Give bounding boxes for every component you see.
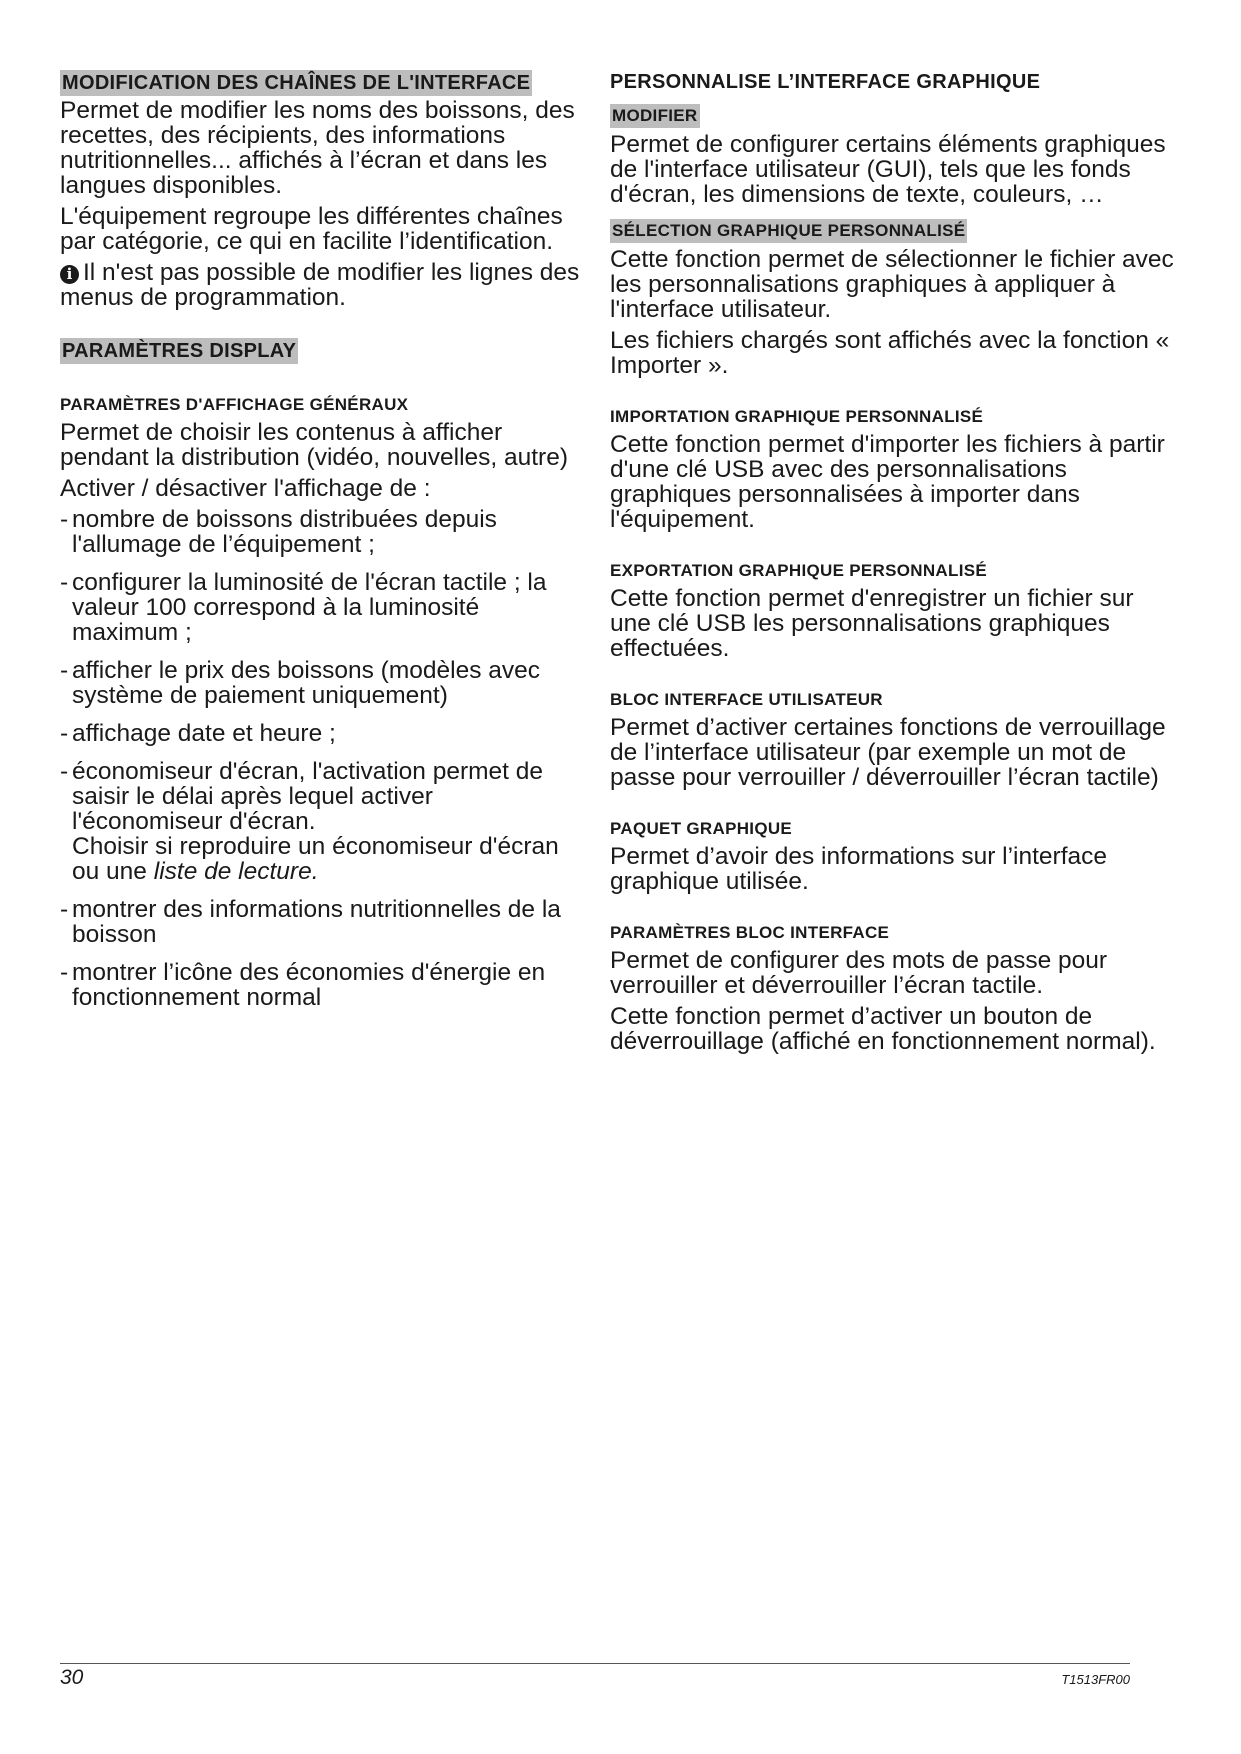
- section-heading-display: PARAMÈTRES DISPLAY: [62, 340, 297, 362]
- paquet-paragraph: Permet d’avoir des informations sur l’interface graphique utilisée.: [610, 843, 1108, 895]
- modification-note: [60, 260, 580, 310]
- subheading-bloc: BLOC INTERFACE UTILISATEUR: [610, 690, 883, 709]
- list-item: - affichage date et heure ;: [60, 721, 580, 746]
- subheading-general-display: PARAMÈTRES D'AFFICHAGE GÉNÉRAUX: [60, 395, 409, 414]
- info-icon: i: [60, 265, 79, 284]
- list-item: - afficher le prix des boissons (modèles avec système de paiement uniquement): [60, 658, 580, 708]
- selection-paragraph-2: Les fichiers chargés sont affichés avec la fonction « Importer ».: [610, 327, 1170, 379]
- modifier-paragraph: Permet de configurer certains éléments graphiques de l'interface utilisateur (GUI), tels que les fonds d'écran, les dimensions de texte, couleurs, …: [610, 131, 1166, 208]
- subheading-params-bloc: PARAMÈTRES BLOC INTERFACE: [610, 923, 890, 942]
- footer-rule: [60, 1663, 1130, 1664]
- screensaver-text: économiseur d'écran, l'activation permet de saisir le délai après lequel activer l'économiseur d'écran.: [72, 758, 544, 835]
- list-item: - configurer la luminosité de l'écran tactile ; la valeur 100 correspond à la luminosité maximum ;: [60, 570, 580, 645]
- right-column: [610, 70, 1180, 1060]
- screensaver-playlist: liste de lecture.: [153, 858, 319, 885]
- list-item: - montrer l’icône des économies d'énergie en fonctionnement normal: [60, 960, 580, 1010]
- display-paragraph-2: Activer / désactiver l'affichage de :: [60, 475, 431, 502]
- params-bloc-paragraph-1: Permet de configurer des mots de passe pour verrouiller et déverrouiller l’écran tactile.: [610, 947, 1108, 999]
- section-heading-modification: MODIFICATION DES CHAÎNES DE L'INTERFACE: [62, 72, 531, 94]
- section-heading-personnalise: PERSONNALISE L’INTERFACE GRAPHIQUE: [610, 71, 1041, 93]
- display-paragraph-1: Permet de choisir les contenus à afficher pendant la distribution (vidéo, nouvelles, autre): [60, 419, 569, 471]
- left-column: [60, 70, 580, 1023]
- subheading-exportation: EXPORTATION GRAPHIQUE PERSONNALISÉ: [610, 561, 987, 580]
- display-bullet-list: [60, 507, 580, 1010]
- subheading-selection: SÉLECTION GRAPHIQUE PERSONNALISÉ: [610, 219, 967, 243]
- selection-paragraph-1: Cette fonction permet de sélectionner le fichier avec les personnalisations graphiques à appliquer à l'interface utilisateur.: [610, 246, 1174, 323]
- bloc-paragraph: Permet d’activer certaines fonctions de verrouillage de l’interface utilisateur (par exemple un mot de passe pour verrouiller / déverrouiller l’écran tactile): [610, 714, 1166, 791]
- screensaver-text-2: Choisir si reproduire un économiseur d'écran ou une: [72, 833, 559, 885]
- list-item-screensaver: [60, 759, 580, 884]
- exportation-paragraph: Cette fonction permet d'enregistrer un fichier sur une clé USB les personnalisations graphiques effectuées.: [610, 585, 1134, 662]
- modification-note-text: Il n'est pas possible de modifier les lignes des menus de programmation.: [60, 259, 580, 311]
- params-bloc-paragraph-2: Cette fonction permet d’activer un bouton de déverrouillage (affiché en fonctionnement normal).: [610, 1003, 1156, 1055]
- importation-paragraph: Cette fonction permet d'importer les fichiers à partir d'une clé USB avec des personnalisations graphiques personnalisées à importer dans l'équipement.: [610, 431, 1165, 533]
- page-number: 30: [60, 1666, 84, 1689]
- modification-paragraph-2: L'équipement regroupe les différentes chaînes par catégorie, ce qui en facilite l’identification.: [60, 203, 563, 255]
- list-item: - nombre de boissons distribuées depuis l'allumage de l’équipement ;: [60, 507, 580, 557]
- subheading-importation: IMPORTATION GRAPHIQUE PERSONNALISÉ: [610, 407, 984, 426]
- subheading-modifier: MODIFIER: [610, 104, 700, 128]
- modification-paragraph-1: Permet de modifier les noms des boissons, des recettes, des récipients, des informations nutritionnelles... affichés à l’écran et dans les langues disponibles.: [60, 97, 575, 199]
- list-item: - montrer des informations nutritionnelles de la boisson: [60, 897, 580, 947]
- subheading-paquet: PAQUET GRAPHIQUE: [610, 819, 793, 838]
- document-code: T1513FR00: [1061, 1672, 1130, 1687]
